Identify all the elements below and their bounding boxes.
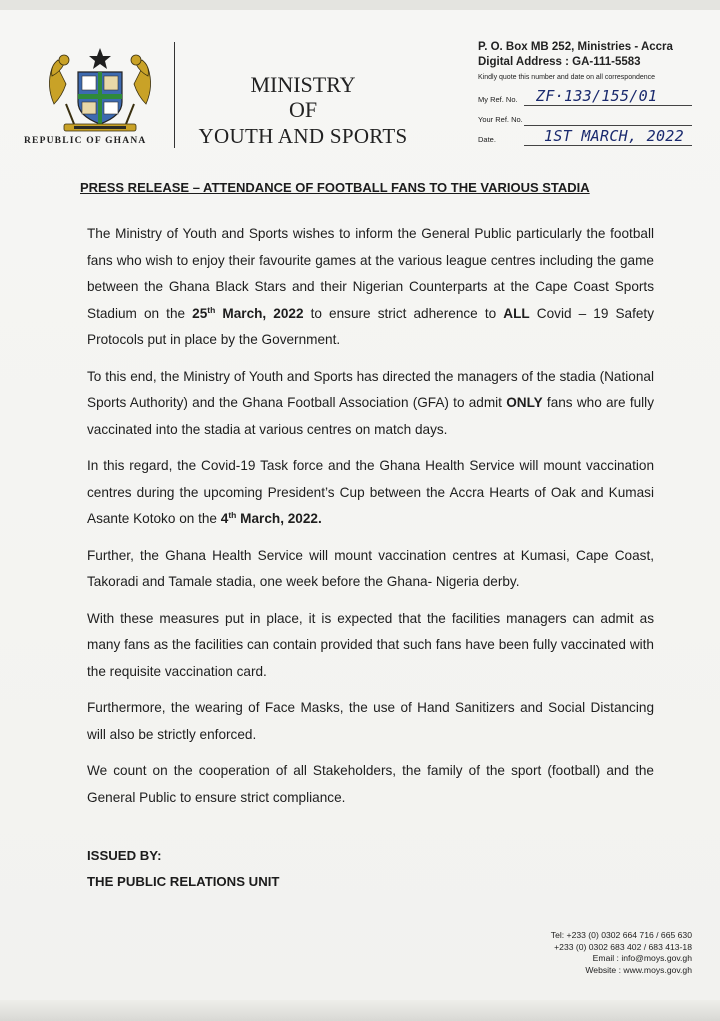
your-ref-line [524,106,692,126]
p1-text-c: to ensure strict adherence to [303,305,504,321]
ministry-line-1: MINISTRY [250,72,356,97]
paragraph-3 [87,453,654,533]
paragraph-7: We count on the cooperation of all Stakeholders, the family of the sport (football) and the General Public to ensure strict compliance. [87,763,654,805]
website-address: Website : www.moys.gov.gh [585,964,692,975]
p2-text-c: fans who are fully vaccinated into the stadia at various centres on match days. [87,395,655,437]
p3-day-suffix: th [228,510,237,520]
date-row [478,124,692,146]
date-line [524,126,692,146]
p3-month-year: March, 2022. [236,511,322,526]
p2-text-a: To this end, the Ministry of Youth and Sports has directed the managers of the stadia (National Sports Authority) and the Ghana Football Association (GFA) to admit [87,368,654,410]
issuer-name: THE PUBLIC RELATIONS UNIT [87,874,280,889]
your-ref-row [478,104,692,126]
ministry-name [178,72,428,150]
top-edge [0,0,720,10]
paragraph-5: With these measures put in place, it is expected that the facilities managers can admit as many fans as the facilities can contain provided that such fans have been fully vaccinated with the requisite vaccination card. [87,610,654,679]
bottom-edge [0,1000,720,1021]
republic-of-ghana-label: REPUBLIC OF GHANA [24,136,147,146]
my-ref-row [478,84,692,106]
p3-date-bold [221,511,322,526]
p1-day: 25 [192,305,208,321]
date-value: 1ST MARCH, 2022 [544,127,684,145]
header-divider [174,42,175,148]
ghana-coat-of-arms-icon [44,46,156,136]
digital-address: Digital Address : GA-111-5583 [478,56,641,68]
press-release-body [87,221,654,821]
issued-by-label: ISSUED BY: [87,848,162,863]
p3-text-a: In this regard, the Covid-19 Task force and the Ghana Health Service will mount vaccination centres during the upcoming President’s Cup between the Accra Hearts of Oak and Kumasi Asante Kotoko on the [87,458,654,526]
your-ref-label: Your Ref. No. [478,115,523,124]
press-release-title: PRESS RELEASE – ATTENDANCE OF FOOTBALL FANS TO THE VARIOUS STADIA [80,180,590,195]
issued-by-block [87,843,487,895]
my-ref-line [524,86,692,106]
p3-day: 4 [220,511,229,526]
p1-day-suffix: th [207,304,216,315]
p1-text-a: The Ministry of Youth and Sports wishes to inform the General Public particularly the football fans who wish to enjoy their favourite games at the various league centres including the game between the Ghana Black Stars and their Nigerian Counterparts at the Cape Coast Sports Stadium on the [87,226,654,321]
p2-only-bold: ONLY [506,395,543,410]
paragraph-1 [87,221,654,354]
kindly-quote-note: Kindly quote this number and date on all correspondence [478,74,656,81]
address-block [478,40,708,84]
my-ref-label: My Ref. No. [478,95,518,104]
ministry-line-2: OF [288,97,318,122]
p1-all-bold: ALL [503,305,530,321]
p1-text-e: Covid – 19 Safety Protocols put in place by the Government. [87,305,655,347]
paragraph-4: Further, the Ghana Health Service will mount vaccination centres at Kumasi, Cape Coast, Takoradi and Tamale stadia, one week before the Ghana- Nigeria derby. [87,547,654,589]
p1-month-year: March, 2022 [215,305,304,321]
paragraph-2 [87,364,654,444]
date-label: Date. [478,135,496,144]
po-box: P. O. Box MB 252, Ministries - Accra [478,41,673,53]
email-address: Email : info@moys.gov.gh [592,953,692,963]
contact-block [432,930,692,976]
telephone-2: +233 (0) 0302 683 402 / 683 413-18 [554,941,692,952]
my-ref-value: ZF·133/155/01 [536,87,658,105]
paragraph-6: Furthermore, the wearing of Face Masks, the use of Hand Sanitizers and Social Distancing will also be strictly enforced. [87,700,654,742]
p1-date-bold [192,306,303,321]
ministry-line-3: YOUTH AND SPORTS [198,124,408,148]
telephone-1: Tel: +233 (0) 0302 664 716 / 665 630 [550,930,692,940]
